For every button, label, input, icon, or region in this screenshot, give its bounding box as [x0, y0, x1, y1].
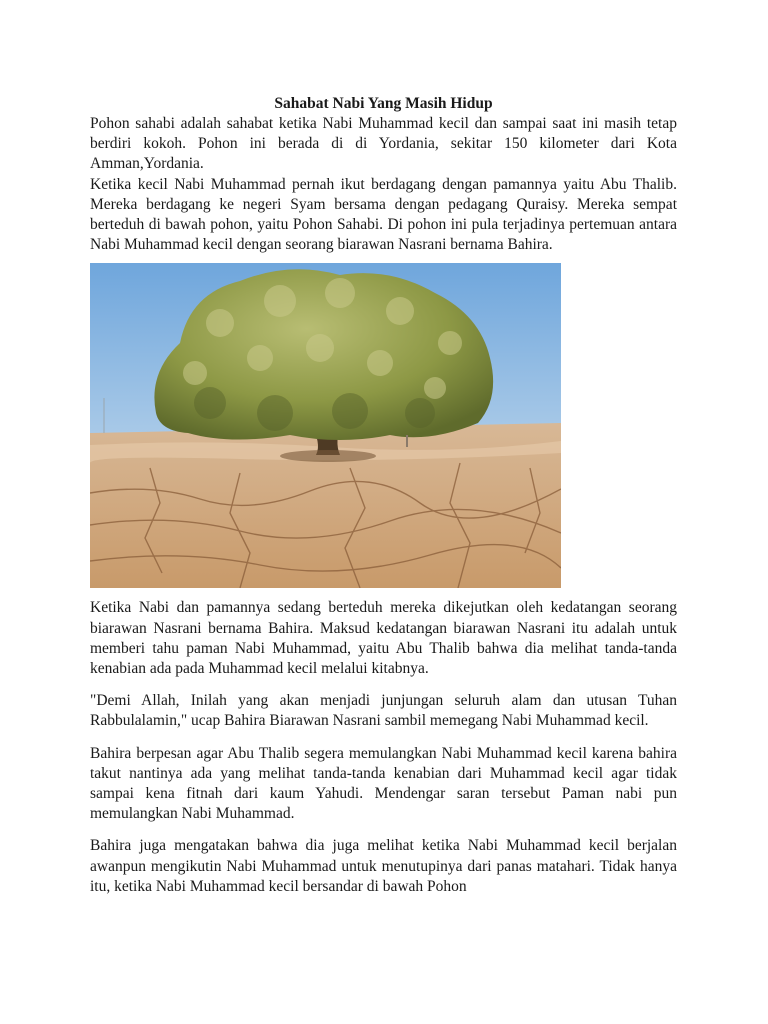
- paragraph-advice: Bahira berpesan agar Abu Thalib segera memulangkan Nabi Muhammad kecil karena bahira takut nantinya ada yang melihat tanda-tanda kenabian dari Muhammad kecil agar tidak sampai kena fitnah dari kaum Yahudi. Mendengar saran tersebut Paman nabi pun memulangkan Nabi Muhammad.: [90, 744, 677, 823]
- tree-photo: [90, 263, 561, 588]
- paragraph-bahira-arrival: Ketika Nabi dan pamannya sedang berteduh mereka dikejutkan oleh kedatangan seorang biarawan Nasrani bernama Bahira. Maksud kedatangan biarawan Nasrani itu adalah untuk memberi tahu paman Nabi Muhammad, yaitu Abu Thalib bahwa dia melihat tanda-tanda kenabian ada pada Muhammad kecil melalui kitabnya.: [90, 599, 677, 678]
- paragraph-cloud: Bahira juga mengatakan bahwa dia juga melihat ketika Nabi Muhammad kecil berjalan awanpun mengikutin Nabi Muhammad untuk menutupinya dari panas matahari. Tidak hanya itu, ketika Nabi Muhammad kecil bersandar di bawah Pohon: [90, 837, 677, 895]
- document-page: [90, 94, 677, 897]
- paragraph-intro: Pohon sahabi adalah sahabat ketika Nabi Muhammad kecil dan sampai saat ini masih tetap berdiri kokoh. Pohon ini berada di di Yordania, sekitar 150 kilometer dari Kota Amman,Yordania.: [90, 115, 677, 173]
- paragraph-quote: "Demi Allah, Inilah yang akan menjadi junjungan seluruh alam dan utusan Tuhan Rabbulalamin," ucap Bahira Biarawan Nasrani sambil memegang Nabi Muhammad kecil.: [90, 692, 677, 730]
- paragraph-journey: Ketika kecil Nabi Muhammad pernah ikut berdagang dengan pamannya yaitu Abu Thalib. Mereka berdagang ke negeri Syam bersama dengan pedagang Quraisy. Mereka sempat berteduh di bawah pohon, yaitu Pohon Sahabi. Di pohon ini pula terjadinya pertemuan antara Nabi Muhammad kecil dengan seorang biarawan Nasrani bernama Bahira.: [90, 175, 677, 254]
- document-title: Sahabat Nabi Yang Masih Hidup: [274, 95, 493, 112]
